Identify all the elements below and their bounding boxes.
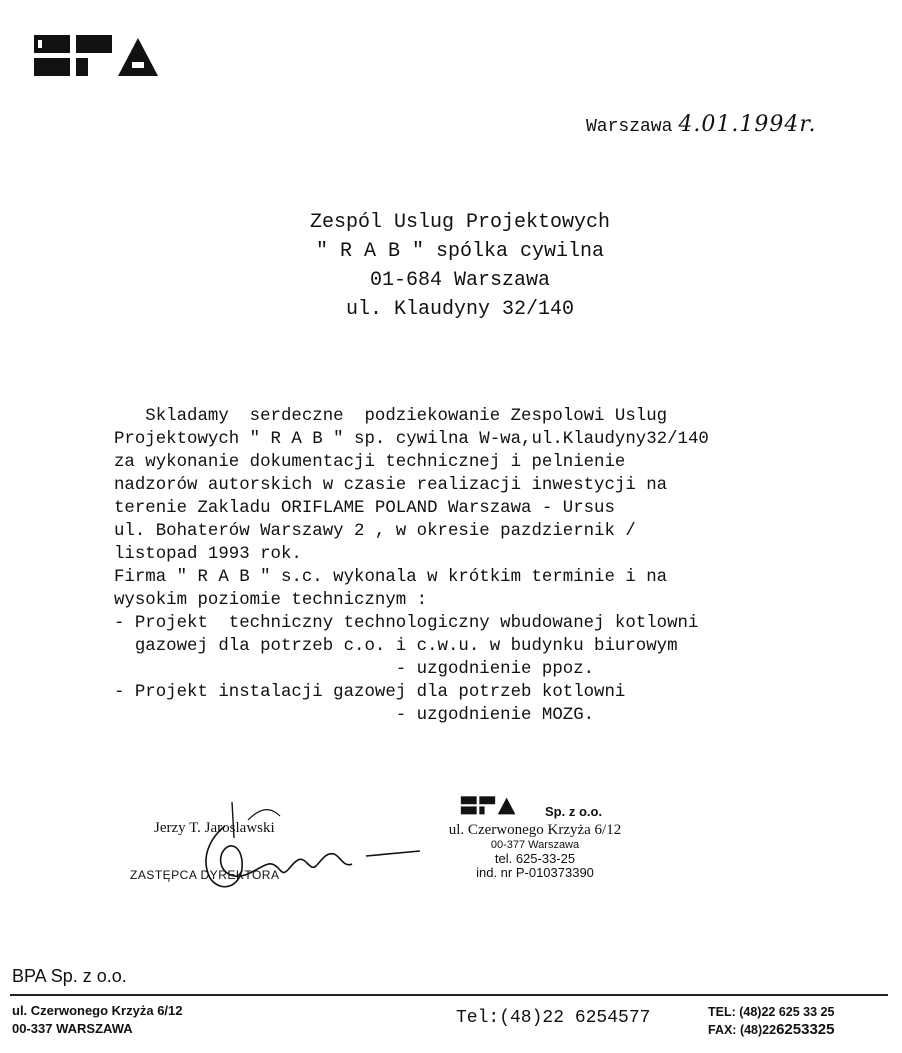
- body-line: gazowej dla potrzeb c.o. i c.w.u. w budynku biurowym: [114, 637, 678, 656]
- recipient-address: [240, 208, 680, 324]
- recipient-line: ul. Klaudyny 32/140: [345, 298, 575, 321]
- body-line: - Projekt instalacji gazowej dla potrzeb kotlowni: [114, 683, 626, 702]
- body-line: Skladamy serdeczne podziekowanie Zespolowi Uslug: [114, 407, 668, 426]
- body-line: - Projekt techniczny technologiczny wbudowanej kotlowni: [114, 614, 699, 633]
- stamp-address: ul. Czerwonego Krzyża 6/12: [448, 822, 622, 838]
- handwritten-signature: [130, 798, 420, 898]
- stamp-company: Sp. z o.o.: [545, 804, 603, 819]
- footer-address-line1: ul. Czerwonego Krzyża 6/12: [12, 1003, 183, 1018]
- body-line: terenie Zakladu ORIFLAME POLAND Warszawa - Ursus: [114, 499, 615, 518]
- body-line: listopad 1993 rok.: [114, 545, 302, 564]
- body-line: za wykonanie dokumentacji technicznej i pelnienie: [114, 453, 626, 472]
- stamp-postal: 00-377 Warszawa: [490, 839, 580, 851]
- bpa-logo: [34, 32, 162, 82]
- body-line: wysokim poziomie technicznym :: [114, 591, 428, 610]
- signer-title: ZASTĘPCA DYREKTORA: [130, 868, 280, 882]
- footer-fax-prefix: FAX: (48)22: [708, 1023, 777, 1037]
- letter-body: [114, 405, 854, 727]
- date-label: Warszawa: [586, 117, 673, 137]
- company-stamp: [410, 795, 660, 895]
- body-line: Projektowych " R A B " sp. cywilna W-wa,ul.Klaudyny32/140: [114, 430, 709, 449]
- signer-name: Jerzy T. Jaroslawski: [154, 820, 275, 836]
- date-handwritten: 4.01.1994r.: [678, 112, 817, 137]
- footer-divider: [10, 994, 888, 996]
- stamp-phone: tel. 625-33-25: [494, 851, 576, 866]
- body-line: ul. Bohaterów Warszawy 2 , w okresie pazdziernik /: [114, 522, 636, 541]
- body-line: Firma " R A B " s.c. wykonala w krótkim terminie i na: [114, 568, 668, 587]
- recipient-line: Zespól Uslug Projektowych: [309, 211, 611, 234]
- footer-fax-number: 6253325: [776, 1021, 835, 1038]
- footer-telephone: Tel:(48)22 6254577: [456, 1008, 651, 1028]
- recipient-line: " R A B " spólka cywilna: [315, 240, 605, 263]
- body-line: - uzgodnienie ppoz.: [114, 660, 595, 679]
- footer-company: BPA Sp. z o.o.: [12, 966, 127, 986]
- footer-tel-right: TEL: (48)22 625 33 25: [708, 1005, 835, 1019]
- recipient-line: 01-684 Warszawa: [369, 269, 551, 292]
- footer-address-line2: 00-337 WARSZAWA: [12, 1021, 133, 1036]
- body-line: nadzorów autorskich w czasie realizacji inwestycji na: [114, 476, 668, 495]
- body-line: - uzgodnienie MOZG.: [114, 706, 595, 725]
- footer-fax: [708, 1021, 835, 1038]
- signature-block: [130, 798, 420, 898]
- date-line: [586, 112, 816, 137]
- stamp-ind-number: ind. nr P-010373390: [476, 865, 594, 880]
- stamp-bpa-logo: [458, 795, 520, 817]
